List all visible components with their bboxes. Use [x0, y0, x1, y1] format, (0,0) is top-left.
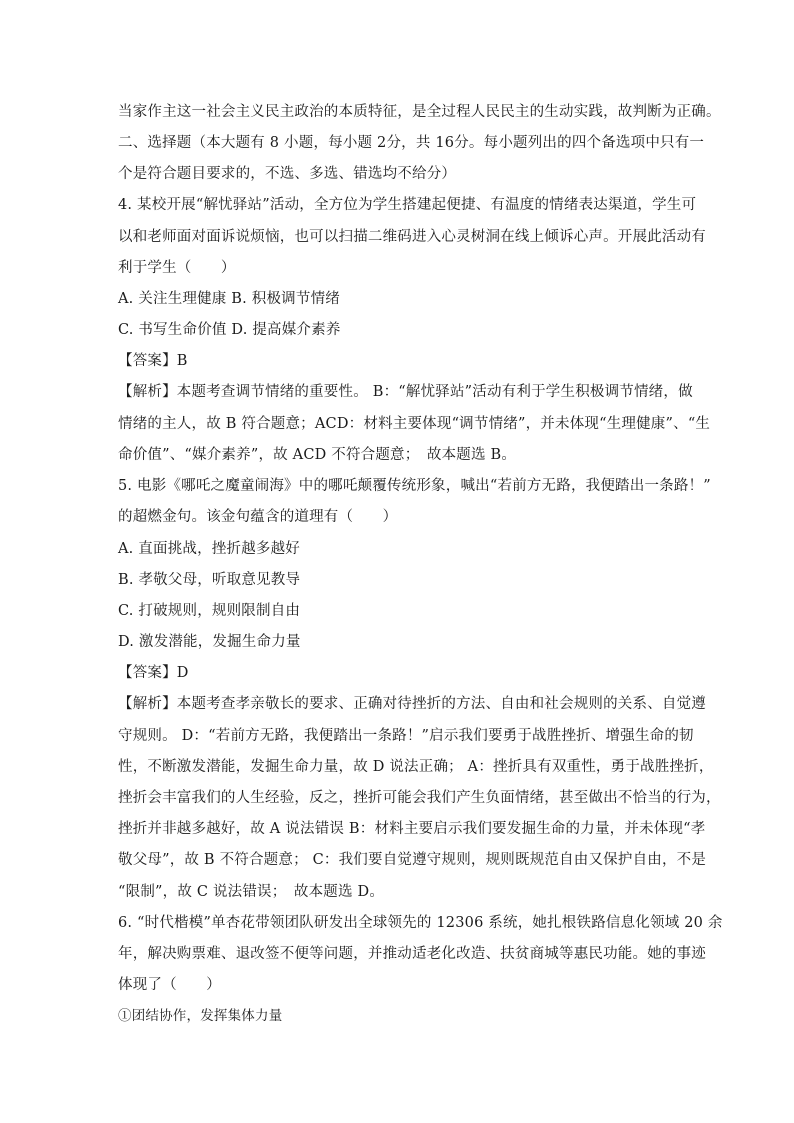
- text-line: 个是符合题目要求的，不选、多选、错选均不给分）: [118, 166, 457, 182]
- option-line: C. 书写生命价值 D. 提高媒介素养: [118, 322, 341, 338]
- option-line: A. 关注生理健康 B. 积极调节情绪: [118, 291, 340, 307]
- option-d: D. 激发潜能，发掘生命力量: [118, 634, 301, 650]
- option-c: C. 打破规则，规则限制自由: [118, 603, 301, 619]
- text-line: 体现了（ ）: [118, 977, 221, 993]
- section-heading: 二、选择题（本大题有 8 小题，每小题 2分，共 16分。每小题列出的四个备选项中只有一: [118, 135, 705, 151]
- text-line: 年，解决购票难、退改签不便等问题，并推动适老化改造、扶贫商城等惠民功能。她的事迹: [118, 946, 706, 962]
- text-line: 情绪的主人，故 B 符合题意；ACD：材料主要体现“调节情绪”，并未体现“生理健康”、“生: [118, 416, 711, 432]
- text-line: 挫折会丰富我们的人生经验，反之，挫折可能会我们产生负面情绪，甚至做出不恰当的行为，: [118, 790, 721, 806]
- text-line: 守规则。 D：“若前方无路，我便踏出一条路！”启示我们要勇于战胜挫折、增强生命的韧: [118, 728, 694, 744]
- answer-label: 【答案】B: [118, 353, 188, 369]
- text-line: 以和老师面对面诉说烦恼，也可以扫描二维码进入心灵树洞在线上倾诉心声。开展此活动有: [118, 229, 706, 245]
- option-a: A. 直面挑战，挫折越多越好: [118, 541, 300, 557]
- answer-label: 【答案】D: [118, 665, 189, 681]
- text-line: 命价值”、“媒介素养”，故 ACD 不符合题意； 故本题选 B。: [118, 447, 517, 463]
- question-6: 6. “时代楷模”单杏花带领团队研发出全球领先的 12306 系统，她扎根铁路信息化领域 20 余: [118, 915, 723, 931]
- text-line: 的超燃金句。该金句蕴含的道理有（ ）: [118, 509, 398, 525]
- text-line: 敬父母”，故 B 不符合题意； C：我们要自觉遵守规则，规则既规范自由又保护自由，不是: [118, 852, 707, 868]
- analysis-line: 【解析】本题考查孝亲敬长的要求、正确对待挫折的方法、自由和社会规则的关系、自觉遵: [118, 696, 706, 712]
- analysis-line: 【解析】本题考查调节情绪的重要性。 B：“解忧驿站”活动有利于学生积极调节情绪，做: [118, 384, 693, 400]
- question-5: 5. 电影《哪吒之魔童闹海》中的哪吒颠覆传统形象，喊出“若前方无路，我便踏出一条路！”: [118, 478, 711, 494]
- text-line: “限制”，故 C 说法错误； 故本题选 D。: [118, 884, 385, 900]
- text-line: 利于学生（ ）: [118, 260, 236, 276]
- question-4: 4. 某校开展“解忧驿站”活动，全方位为学生搭建起便捷、有温度的情绪表达渠道，学生可: [118, 197, 697, 213]
- option-1: ①团结协作，发挥集体力量: [118, 1008, 283, 1024]
- option-b: B. 孝敬父母，听取意见教导: [118, 572, 301, 588]
- text-line: 当家作主这一社会主义民主政治的本质特征，是全过程人民民主的生动实践，故判断为正确。: [118, 104, 721, 120]
- text-line: 性，不断激发潜能，发掘生命力量，故 D 说法正确； A：挫折具有双重性，勇于战胜挫折，: [118, 759, 714, 775]
- text-line: 挫折并非越多越好，故 A 说法错误 B：材料主要启示我们要发掘生命的力量，并未体现“孝: [118, 821, 706, 837]
